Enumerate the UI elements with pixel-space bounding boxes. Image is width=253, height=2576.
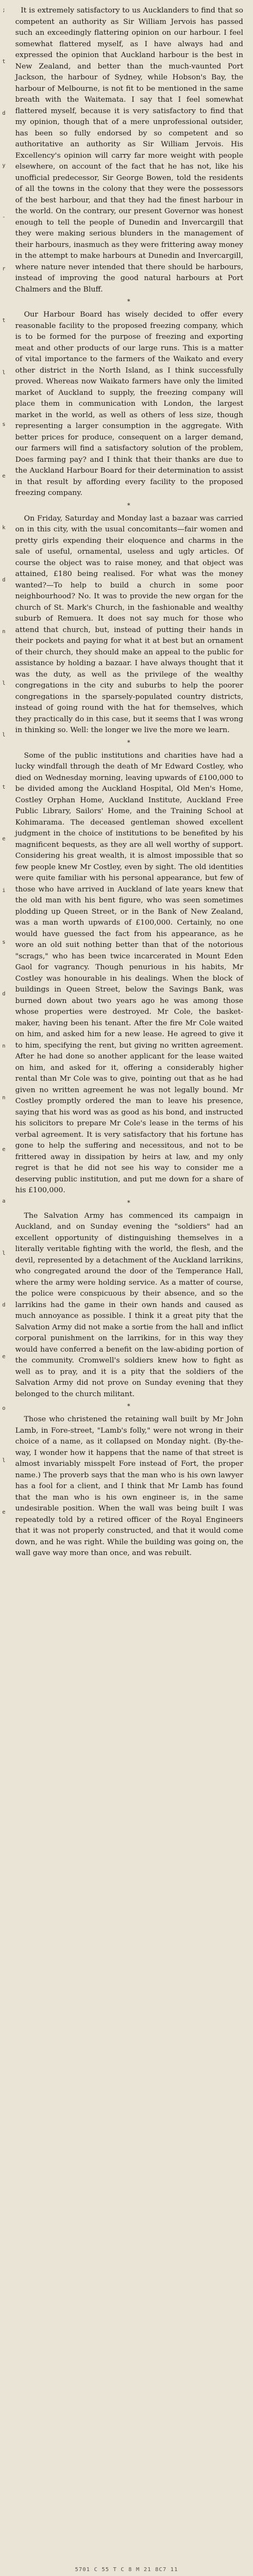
section-separator: *: [127, 1403, 132, 1410]
gutter-mark: l: [2, 680, 6, 687]
article-paragraph: Our Harbour Board has wisely decided to offer every reasonable facility to the proposed freezing company, which is to be formed for the purpose of freezing and exporting meat and other products of our large runs. This is a matter of vital importance to the farmers of the Waikato and every other district in the North Island, as I think successfully proved. Whereas now Waikato farmers have only the limited market of Auckland to supply, the freezing company will place them in communication with London, the largest market in the world, as well as others of less size, though representing a larger consumption in the aggregate. With better prices for produce, consequent on a larger demand, our farmers will find a satisfactory solution of the problem, Does farming pay? and I think that their thanks are due to the Auckland Harbour Board for their determination to assist in that result by affording every facility to the proposed freezing company.: [15, 311, 243, 497]
gutter-mark: ;: [2, 7, 6, 13]
gutter-mark: d: [2, 991, 6, 998]
gutter-mark: t: [2, 318, 6, 324]
section-separator: *: [127, 298, 132, 305]
gutter-mark: l: [2, 732, 6, 739]
gutter-mark: o: [2, 1405, 6, 1412]
section-separator: *: [127, 501, 132, 509]
gutter-mark: d: [2, 577, 6, 583]
gutter-mark: s: [2, 421, 6, 428]
article-paragraph: It is extremely satisfactory to us Aucklanders to find that so competent an authority as Sir William Jervois has passed such an exceedingly flattering opinion on our harbour. I feel somewhat flattered myself, as I have always had and expressed the opinion that Auckland harbour is the best in New Zealand, and better than the much-vaunted Port Jackson, the harbour of Sydney, while Hobson's Bay, the harbour of Melbourne, is not fit to be mentioned in the same breath with the Waitemata. I say that I feel somewhat flattered myself, because it is very satisfactory to find that my opinion, though that of a mere unprofessional outsider, has been so fully endorsed by so competent and so authoritative an authority as Sir William Jervois. His Excellency's opinion will carry far more weight with people elsewhere, on account of the fact that he has not, like his unofficial predecessor, Sir George Bowen, told the residents of all the towns in the colony that they were the possessors of the best harbour, and that they had the finest harbour in the world. On the contrary, our present Governor was honest enough to tell the people of Dunedin and Invercargill that they were making serious blunders in the management of their harbours, inasmuch as they were frittering away money in the attempt to make harbours at Dunedin and Invercargill, where nature never intended that there should be harbours, instead of improving the good natural harbours at Port Chalmers and the Bluff.: [15, 7, 243, 294]
article-paragraph: Those who christened the retaining wall built by Mr John Lamb, in Fore-street, "Lamb's folly," were not wrong in their choice of a name, as it collapsed on Monday night. (By-the-way, I wonder how it happens that the name of that street is almost invariably misspelt Fore instead of Fort, the proper name.) The proverb says that the man who is his own lawyer has a fool for a client, and I think that Mr Lamb has found that the man who is his own engineer is, in the same undesirable position. When the wall was being built I was repeatedly told by a retired officer of the Royal Engineers that it was not properly constructed, and that it would come down, and he was right. While the building was going on, the wall gave way more than once, and was rebuilt.: [15, 1415, 243, 1557]
gutter-mark: e: [2, 1509, 6, 1515]
article-paragraph: On Friday, Saturday and Monday last a bazaar was carried on in this city, with the usual concomitants—fair women and pretty girls expending their eloquence and charms in the sale of useful, ornamental, useless and ugly articles. Of course the object was to raise money, and that object was attained, £180 being realised. For what was the money wanted?—To help to build a church in some poor neighbourhood? No. It was to provide the new organ for the church of St. Mark's Church, in the fashionable and wealthy suburb of Remuera. It does not say much for those who attend that church, but, instead of putting their hands in their pockets and paying for what it at best but an ornament of their church, they should make an appeal to the public for assistance by holding a bazaar. I have always thought that it was the duty, as well as the privilege of the wealthy congregations in the city and suburbs to help the poorer congregations in the sparsely-populated country districts, instead of going round with the hat for themselves, which they practically do in this case, but it seems that I was wrong in thinking so. Well: the longer we live the more we learn.: [15, 514, 243, 734]
gutter-mark: -: [2, 214, 6, 220]
gutter-mark: s: [2, 939, 6, 946]
gutter-mark: y: [2, 162, 6, 169]
article-paragraph: The Salvation Army has commenced its campaign in Auckland, and on Sunday evening the "soldiers" had an excellent opportunity of distinguishing themselves in a literally veritable fighting with the world, the flesh, and the devil, represented by a detachment of the Auckland larrikins, who congregated around the door of the Temperance Hall, where the army were holding service. As a matter of course, the police were conspicuous by their absence, and so the larrikins had the game in their own hands and caused as much annoyance as possible. I think it a great pity that the Salvation Army did not make a sortie from the hall and inflict corporal punishment on the larrikins, for in this way they would have conferred a benefit on the law-abiding portion of the community. Cromwell's soldiers knew how to fight as well as to pray, and it is a pity that the soldiers of the Salvation Army did not prove on Sunday evening that they belonged to the church militant.: [15, 1211, 243, 1398]
gutter-mark: n: [2, 1043, 6, 1049]
gutter-mark: l: [2, 369, 6, 376]
gutter-mark: d: [2, 110, 6, 117]
page-footer-code: 5701 C 55 T C 8 M 21 8C7 11: [75, 2567, 178, 2573]
gutter-mark: n: [2, 628, 6, 635]
gutter-mark: e: [2, 473, 6, 480]
article-column: [15, 5, 243, 1559]
gutter-mark: k: [2, 525, 6, 531]
gutter-mark: d: [2, 1302, 6, 1308]
gutter-mark: l: [2, 1457, 6, 1464]
section-separator: *: [127, 739, 132, 746]
article-paragraph: Some of the public institutions and charities have had a lucky windfall through the death of Mr Edward Costley, who died on Wednesday morning, leaving upwards of £100,000 to be divided among the Auckland Hospital, Old Men's Home, Costley Orphan Home, Auckland Institute, Auckland Free Public Library, Sailors' Home, and the Training School at Kohimarama. The deceased gentleman showed excellent judgment in the choice of institutions to be benefited by his magnificent bequests, as they are all well worthy of support. Considering his great wealth, it is almost impossible that so few people knew Mr Costley, even by sight. The old identities were quite familiar with his personal appearance, but few of those who have arrived in Auckland of late years knew that the old man with his bent figure, who was seen sometimes plodding up Queen Street, or in the Bank of New Zealand, was a man worth upwards of £100,000. Certainly, no one would have guessed the fact from his appearance, as he wore an old suit nothing better than that of the notorious "scrags," who has been twice incarcerated in Mount Eden Gaol for vagrancy. Though penurious in his habits, Mr Costley was honourable in his dealings. When the block of buildings in Queen Street, below the Savings Bank, was burned down about two years ago he was among those whose properties were destroyed. Mr Cole, the basket-maker, having been his tenant. After the fire Mr Cole waited on him, and asked him for a new lease. He agreed to give it to him, specifying the rent, but giving no written agreement. After he had done so another applicant for the lease waited on him, and asked for it, offering a considerably higher rental than Mr Cole was to give, pointing out that as he had given no written agreement he was not legally bound. Mr Costley promptly ordered the man to leave his presence, saying that his word was as good as his bond, and instructed his solicitors to prepare Mr Cole's lease in the terms of his verbal agreement. It is very satisfactory that his fortune has gone to help the suffering and necessitous, and not to be frittered away in dissipation by heirs at law, and my only regret is that he did not see his way to consider me a deserving public institution, and put me down for a share of his £100,000.: [15, 751, 243, 1194]
gutter-mark: a: [2, 1198, 6, 1205]
gutter-mark: n: [2, 1094, 6, 1101]
gutter-mark: t: [2, 784, 6, 790]
gutter-mark: l: [2, 1250, 6, 1256]
gutter-mark: t: [2, 59, 6, 65]
gutter-mark: r: [2, 266, 6, 273]
gutter-mark: e: [2, 835, 6, 842]
gutter-mark: e: [2, 1354, 6, 1360]
section-separator: *: [127, 1199, 132, 1206]
gutter-mark: e: [2, 1147, 6, 1153]
gutter-mark: i: [2, 887, 6, 894]
